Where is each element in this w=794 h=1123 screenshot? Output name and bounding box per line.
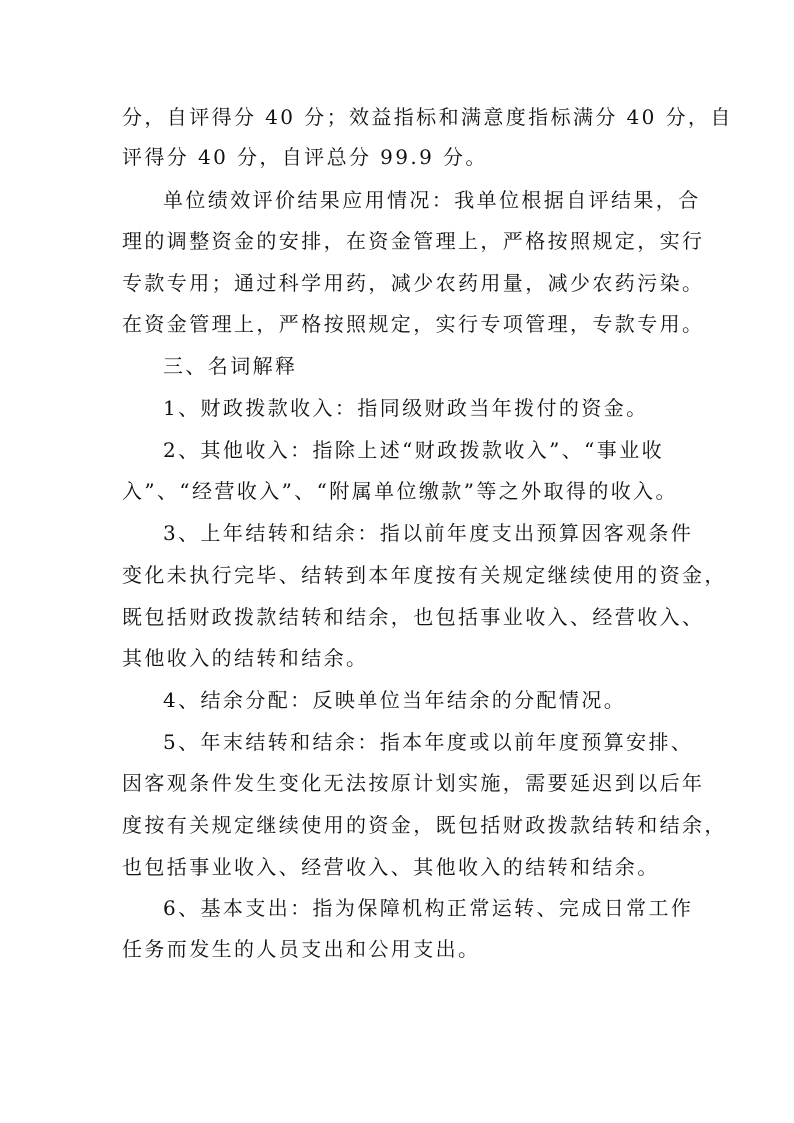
paragraph-line: 5、年末结转和结余：指本年度或以前年度预算安排、 bbox=[163, 730, 694, 754]
paragraph-line: 度按有关规定继续使用的资金，既包括财政拨款结转和结余， bbox=[122, 813, 727, 837]
paragraph-line: 单位绩效评价结果应用情况：我单位根据自评结果，合 bbox=[163, 188, 701, 212]
paragraph-line: 1、财政拨款收入：指同级财政当年拨付的资金。 bbox=[163, 396, 649, 420]
paragraph-line: 在资金管理上，严格按照规定，实行专项管理，专款专用。 bbox=[122, 312, 705, 336]
paragraph-line: 入”、“经营收入”、“附属单位缴款”等之外取得的收入。 bbox=[122, 479, 678, 503]
paragraph-line: 3、上年结转和结余：指以前年度支出预算因客观条件 bbox=[163, 521, 694, 545]
paragraph-line: 也包括事业收入、经营收入、其他收入的结转和结余。 bbox=[122, 855, 660, 879]
paragraph-line: 因客观条件发生变化无法按原计划实施，需要延迟到以后年 bbox=[122, 771, 705, 795]
paragraph-line: 理的调整资金的安排，在资金管理上，严格按照规定，实行 bbox=[122, 229, 705, 253]
section-heading: 三、名词解释 bbox=[163, 354, 298, 378]
paragraph-line: 2、其他收入：指除上述“财政拨款收入”、“事业收 bbox=[163, 438, 664, 462]
paragraph-line: 专款专用；通过科学用药，减少农药用量，减少农药污染。 bbox=[122, 271, 705, 295]
paragraph-line: 分，自评得分 40 分；效益指标和满意度指标满分 40 分，自 bbox=[122, 105, 733, 129]
paragraph-line: 4、结余分配：反映单位当年结余的分配情况。 bbox=[163, 688, 627, 712]
paragraph-line: 任务而发生的人员支出和公用支出。 bbox=[122, 937, 481, 961]
paragraph-line: 变化未执行完毕、结转到本年度按有关规定继续使用的资金， bbox=[122, 563, 727, 587]
paragraph-line: 6、基本支出：指为保障机构正常运转、完成日常工作 bbox=[163, 896, 694, 920]
paragraph-line: 既包括财政拨款结转和结余，也包括事业收入、经营收入、 bbox=[122, 605, 705, 629]
paragraph-line: 评得分 40 分，自评总分 99.9 分。 bbox=[122, 145, 488, 169]
paragraph-line: 其他收入的结转和结余。 bbox=[122, 646, 369, 670]
